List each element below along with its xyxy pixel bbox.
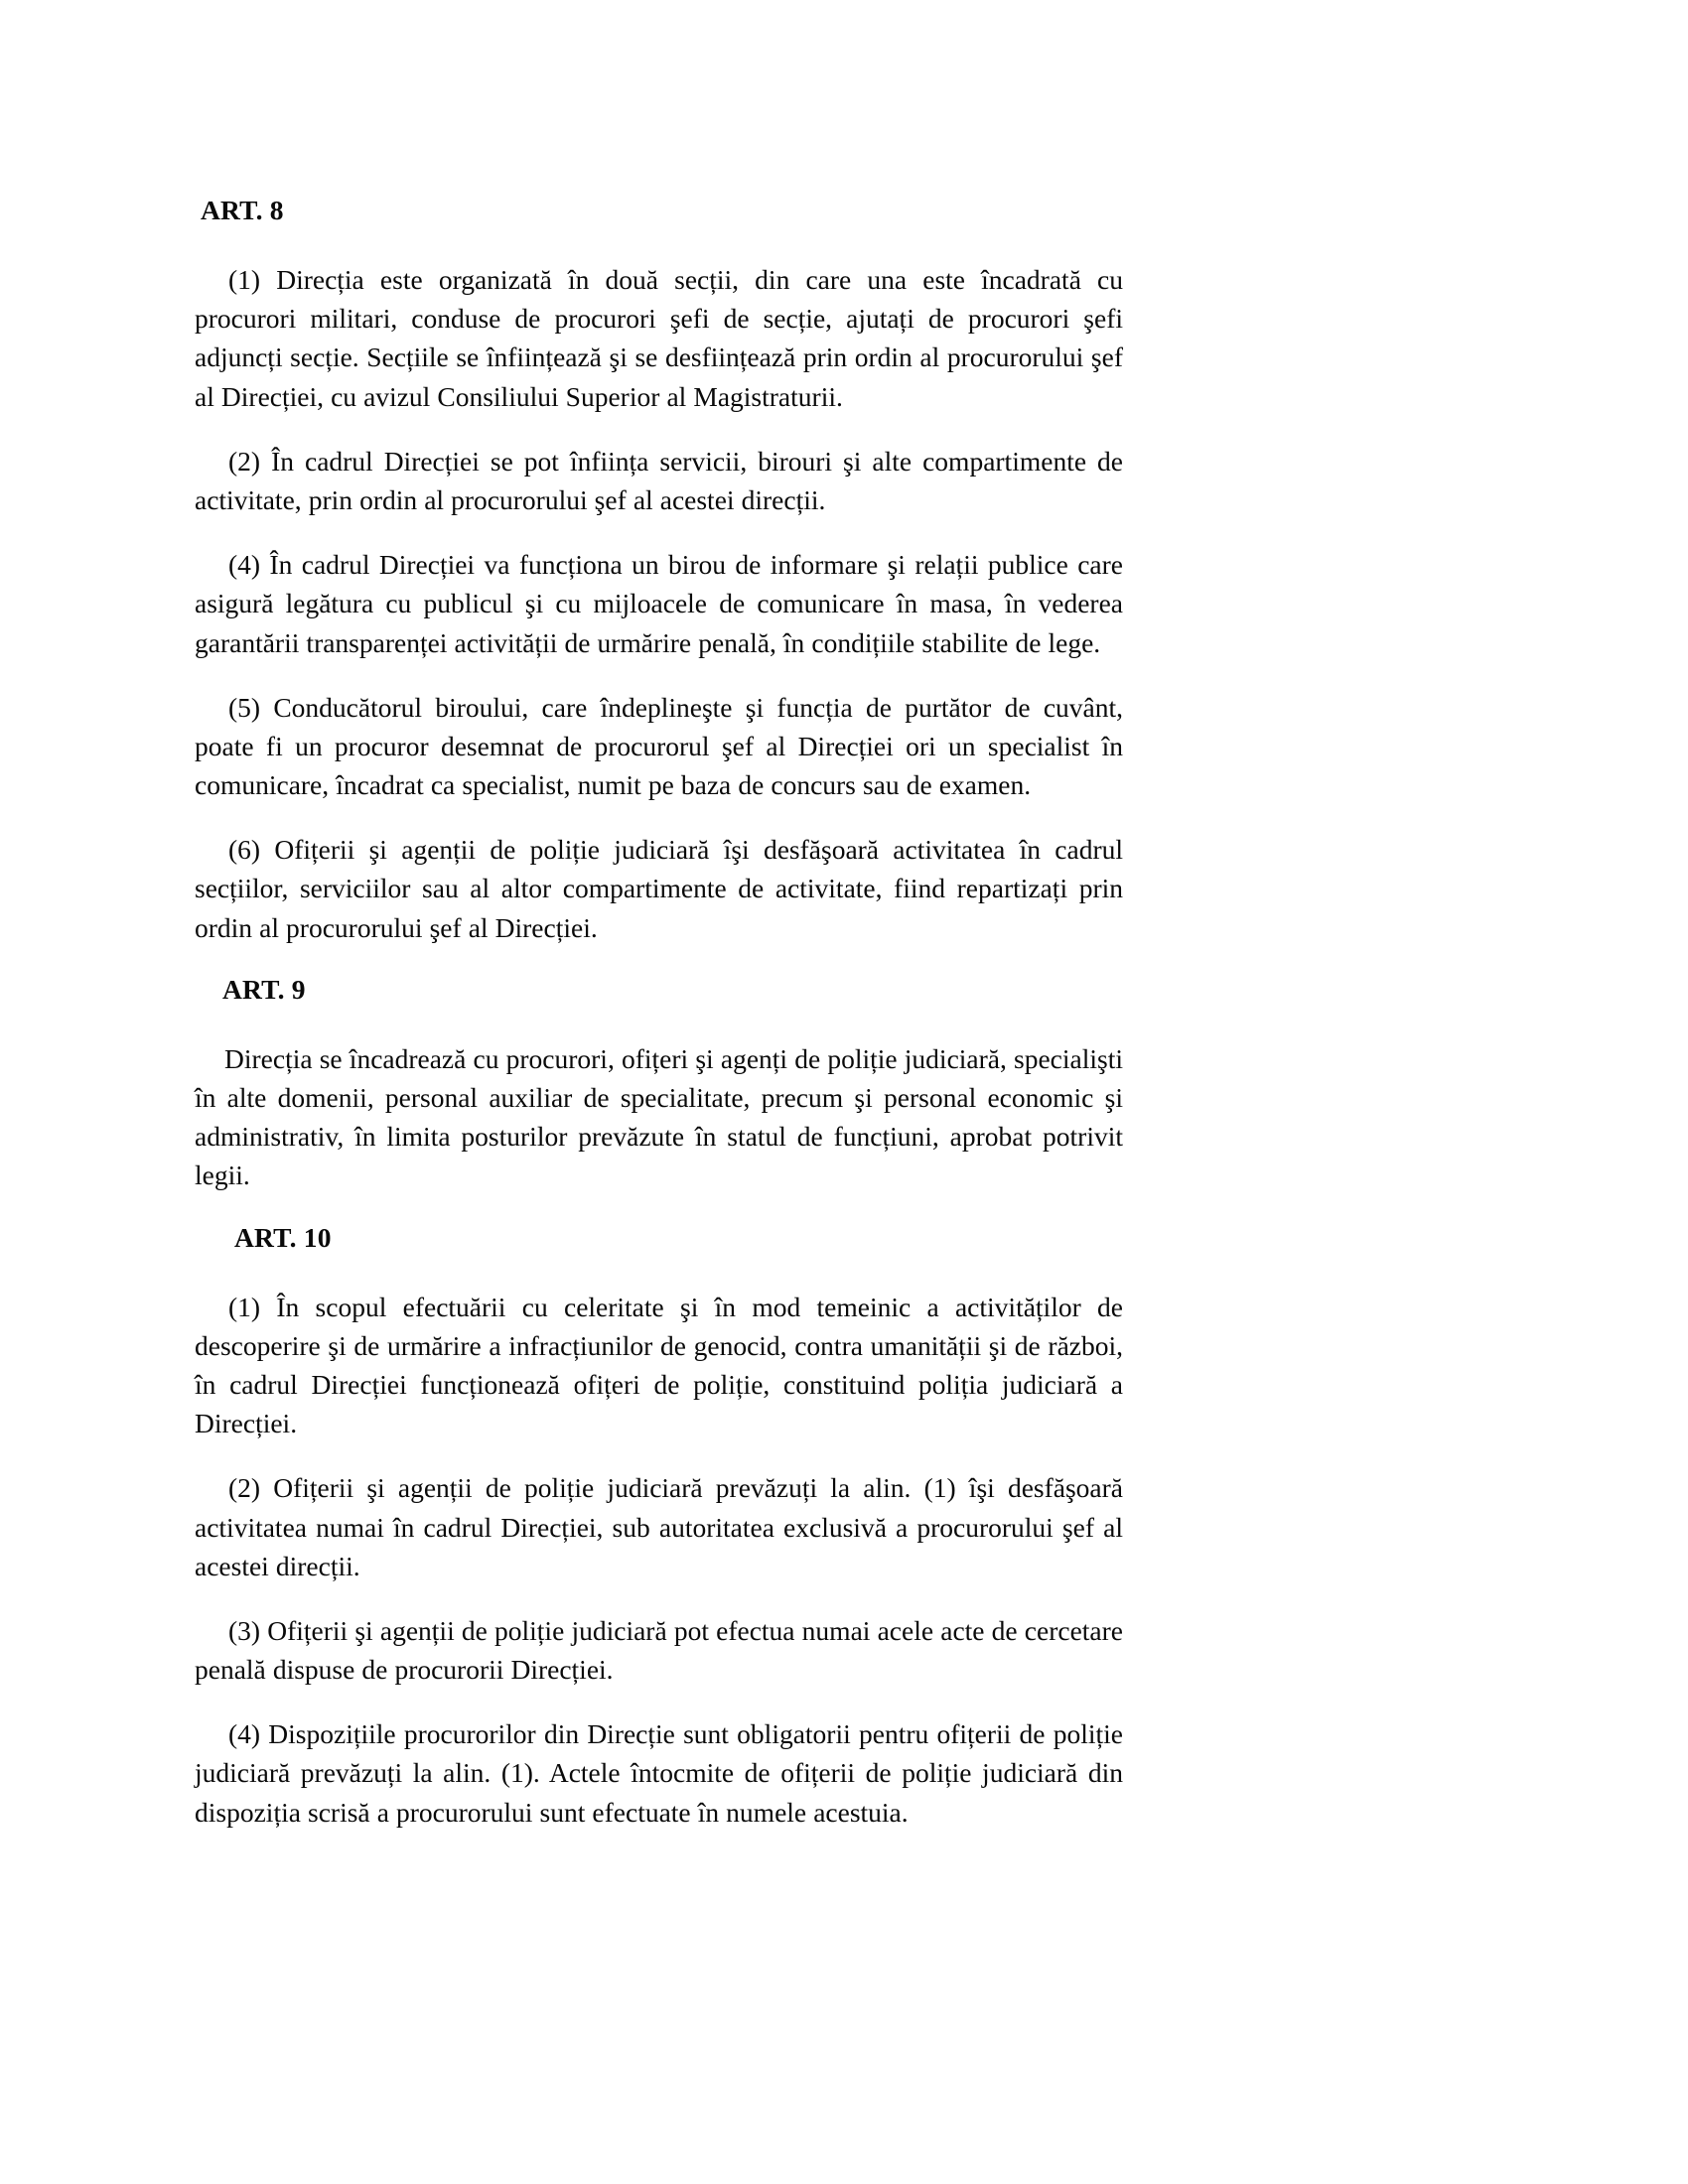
section-art-9 [195, 973, 1123, 1195]
section-heading-art-10: ART. 10 [234, 1221, 332, 1253]
paragraph-art10-4: (4) Dispozițiile procurorilor din Direcție sunt obligatorii pentru ofițerii de poliție judiciară prevăzuți la alin. (1). Actele întocmite de ofițerii de poliție judiciară din dispoziția scrisă a procurorului sunt efectuate în numele acestuia. [195, 1718, 1123, 1828]
paragraph-art10-1: (1) În scopul efectuării cu celeritate şi în mod temeinic a activităților de descoperire şi de urmărire a infracțiunilor de genocid, contra umanității şi de război, în cadrul Direcției funcționează ofițeri de poliție, constituind poliția judiciară a Direcției. [195, 1291, 1123, 1439]
paragraph-art8-1: (1) Direcția este organizată în două secții, din care una este încadrată cu procurori militari, conduse de procurori şefi de secție, ajutați de procurori şefi adjuncți secție. Secțiile se înființează şi se desființează prin ordin al procurorului şef al Direcției, cu avizul Consiliului Superior al Magistraturii. [195, 264, 1123, 412]
paragraph-art9-body: Direcția se încadrează cu procurori, ofițeri şi agenți de poliție judiciară, specialişti în alte domenii, personal auxiliar de specialitate, precum şi personal economic şi administrativ, în limita posturilor prevăzute în statul de funcțiuni, aprobat potrivit legii. [195, 1042, 1123, 1191]
section-heading-art-9: ART. 9 [222, 973, 306, 1005]
document-body [195, 194, 1123, 1832]
section-art-8 [195, 194, 1123, 947]
paragraph-art8-2: (2) În cadrul Direcției se pot înființa servicii, birouri şi alte compartimente de activitate, prin ordin al procurorului şef al acestei direcții. [195, 445, 1123, 515]
section-art-10 [195, 1221, 1123, 1832]
paragraph-art8-6: (6) Ofițerii şi agenții de poliție judiciară îşi desfăşoară activitatea în cadrul secțiilor, serviciilor sau al altor compartimente de activitate, fiind repartizați prin ordin al procurorului şef al Direcției. [195, 834, 1123, 943]
paragraph-art8-4: (4) În cadrul Direcției va funcționa un birou de informare şi relații publice care asigură legătura cu publicul şi cu mijloacele de comunicare în masa, în vederea garantării transparenței activității de urmărire penală, în condițiile stabilite de lege. [195, 549, 1123, 658]
section-heading-art-8: ART. 8 [201, 195, 284, 225]
paragraph-art10-3: (3) Ofițerii şi agenții de poliție judiciară pot efectua numai acele acte de cercetare penală dispuse de procurorii Direcției. [195, 1614, 1123, 1686]
paragraph-art8-5: (5) Conducătorul biroului, care îndeplineşte şi funcția de purtător de cuvânt, poate fi un procuror desemnat de procurorul şef al Direcției ori un specialist în comunicare, încadrat ca specialist, numit pe baza de concurs sau de examen. [195, 691, 1123, 801]
paragraph-art10-2: (2) Ofițerii şi agenții de poliție judiciară prevăzuți la alin. (1) îşi desfăşoară activitatea numai în cadrul Direcției, sub autoritatea exclusivă a procurorului şef al acestei direcții. [195, 1472, 1123, 1581]
